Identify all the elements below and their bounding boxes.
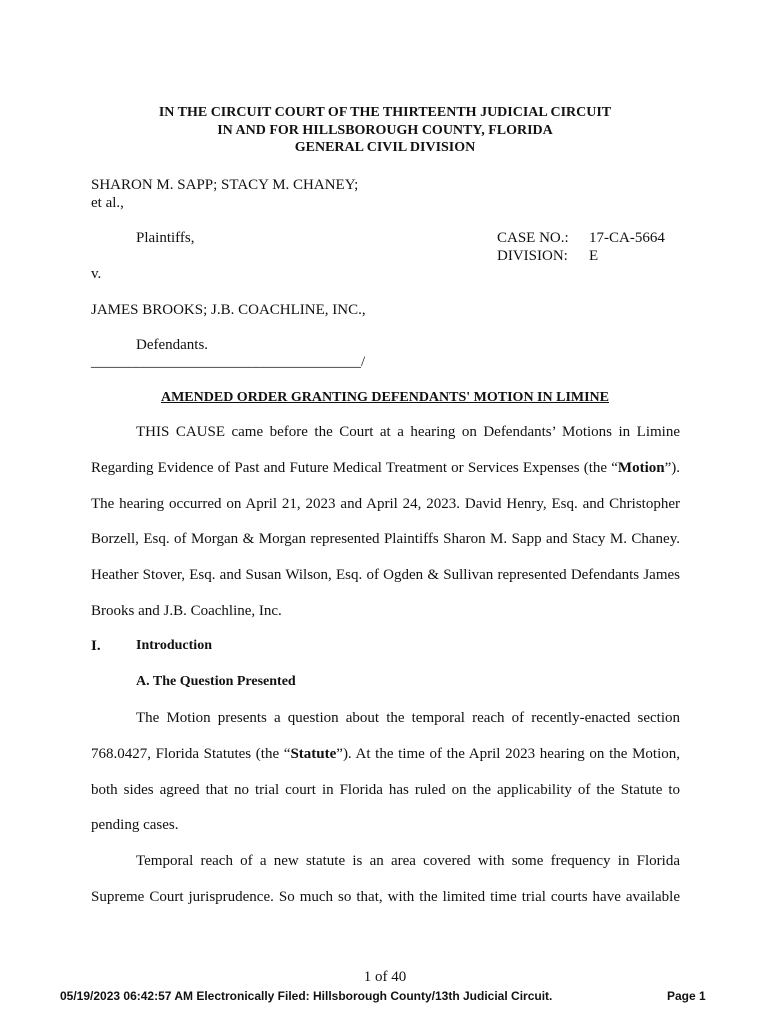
electronic-filing-stamp: 05/19/2023 06:42:57 AM Electronically Filed: Hillsborough County/13th Judicial Circuit.	[60, 989, 553, 1003]
order-title: AMENDED ORDER GRANTING DEFENDANTS' MOTION IN LIMINE	[160, 390, 610, 405]
subsection-title: A. The Question Presented	[136, 674, 296, 689]
plaintiffs-label: Plaintiffs,	[136, 230, 195, 246]
section-title: Introduction	[136, 638, 212, 653]
court-heading-line-2: IN AND FOR HILLSBOROUGH COUNTY, FLORIDA	[217, 123, 553, 138]
defendants-label: Defendants.	[136, 337, 209, 353]
question-paragraph-text-b: ”). At the time of the April 2023 hearing on the Motion, both sides agreed that no trial court in Florida has ruled on the applicability of the Statute to pending cases.	[91, 745, 680, 834]
versus: v.	[91, 266, 102, 282]
question-paragraph-text-a: The Motion presents a question about the temporal reach of recently-enacted section 768.0427, Florida Statutes (the “	[91, 710, 680, 762]
court-heading-line-1: IN THE CIRCUIT COURT OF THE THIRTEENTH JUDICIAL CIRCUIT	[158, 105, 612, 120]
temporal-reach-paragraph	[91, 844, 680, 916]
page-of-count: 1 of 40	[363, 969, 407, 985]
section-number: I.	[91, 638, 101, 654]
division-value: E	[589, 248, 599, 264]
court-heading-line-3: GENERAL CIVIL DIVISION	[294, 140, 476, 155]
plaintiffs-names: SHARON M. SAPP; STACY M. CHANEY;	[91, 177, 359, 193]
question-paragraph	[91, 701, 680, 844]
defendants-names: JAMES BROOKS; J.B. COACHLINE, INC.,	[91, 302, 366, 318]
case-number-label: CASE NO.:	[497, 230, 569, 246]
temporal-reach-paragraph-text: Temporal reach of a new statute is an area covered with some frequency in Florida Supreme Court jurisprudence. So much so that, with the limited time trial courts have available	[91, 853, 680, 905]
intro-paragraph	[91, 415, 680, 630]
statute-defined-term: Statute	[290, 745, 337, 762]
division-label: DIVISION:	[497, 248, 568, 264]
case-number-value: 17-CA-5664	[589, 230, 665, 246]
motion-defined-term: Motion	[617, 459, 665, 476]
page-label: Page 1	[667, 989, 706, 1003]
caption-signature-line: ____________________________________/	[91, 354, 366, 370]
intro-paragraph-text-a: THIS CAUSE came before the Court at a hearing on Defendants’ Motions in Limine Regarding Evidence of Past and Future Medical Treatment or Services Expenses (the “	[91, 424, 680, 476]
intro-paragraph-text-b: ”). The hearing occurred on April 21, 2023 and April 24, 2023. David Henry, Esq. and Christopher Borzell, Esq. of Morgan & Morgan represented Plaintiffs Sharon M. Sapp and Stacy M. Chaney. Heather Stover, Esq. and Susan Wilson, Esq. of Ogden & Sullivan represented Defendants James Brooks and J.B. Coachline, Inc.	[91, 459, 680, 619]
plaintiffs-et-al: et al.,	[91, 195, 124, 211]
